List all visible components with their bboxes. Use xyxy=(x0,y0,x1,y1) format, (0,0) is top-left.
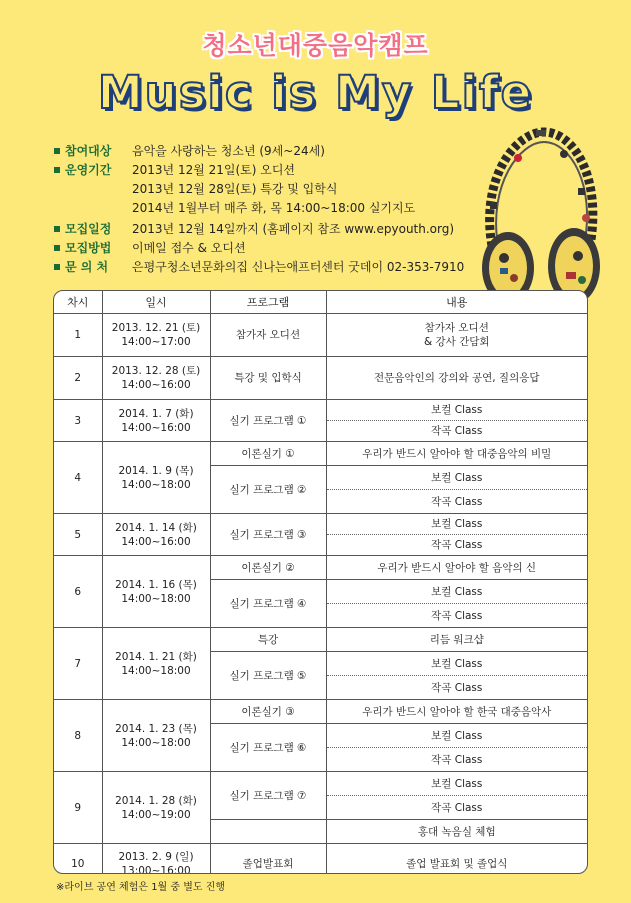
session-content: 우리가 받드시 알아야 할 음악의 신 xyxy=(326,556,587,580)
info-label: 참여대상 xyxy=(65,144,112,158)
session-number: 4 xyxy=(54,442,102,514)
session-number: 2 xyxy=(54,357,102,400)
camp-subtitle: 청소년대중음악캠프 xyxy=(202,31,429,60)
table-row xyxy=(54,514,587,535)
session-content: 작곡 Class xyxy=(326,604,587,628)
info-label: 운영기간 xyxy=(65,163,112,177)
info-value: 이메일 접수 & 오디션 xyxy=(132,241,246,255)
session-number: 1 xyxy=(54,314,102,357)
session-datetime: 2014. 1. 9 (목) 14:00~18:00 xyxy=(102,442,210,514)
column-header: 내용 xyxy=(326,291,587,314)
info-value: 2013년 12월 21일(토) 오디션 xyxy=(132,163,296,177)
table-row xyxy=(54,400,587,421)
session-content: 작곡 Class xyxy=(326,748,587,772)
session-content: 우리가 반드시 알아야 할 대중음악의 비밀 xyxy=(326,442,587,466)
session-program: 졸업발표회 xyxy=(210,844,326,875)
table-row xyxy=(54,357,587,400)
session-content: 작곡 Class xyxy=(326,796,587,820)
bullet-icon xyxy=(54,148,60,154)
session-datetime: 2014. 1. 7 (화) 14:00~16:00 xyxy=(102,400,210,442)
session-datetime: 2014. 1. 21 (화) 14:00~18:00 xyxy=(102,628,210,700)
session-number: 8 xyxy=(54,700,102,772)
session-content: 보컬 Class xyxy=(326,400,587,421)
session-program: 특강 xyxy=(210,628,326,652)
schedule-table xyxy=(53,290,588,874)
column-header: 차시 xyxy=(54,291,102,314)
session-number: 7 xyxy=(54,628,102,700)
session-program: 특강 및 입학식 xyxy=(210,357,326,400)
session-program: 실기 프로그램 ② xyxy=(210,466,326,514)
session-datetime: 2014. 1. 16 (목) 14:00~18:00 xyxy=(102,556,210,628)
session-datetime: 2014. 1. 14 (화) 14:00~16:00 xyxy=(102,514,210,556)
table-row xyxy=(54,844,587,875)
session-datetime: 2014. 1. 28 (화) 14:00~19:00 xyxy=(102,772,210,844)
table-row xyxy=(54,314,587,357)
session-program: 이론실기 ③ xyxy=(210,700,326,724)
info-row-period-3 xyxy=(54,199,464,217)
session-datetime: 2013. 2. 9 (일) 13:00~16:00 xyxy=(102,844,210,875)
page-title: Music is My Life xyxy=(97,66,534,119)
table-row xyxy=(54,628,587,652)
session-datetime: 2014. 1. 23 (목) 14:00~18:00 xyxy=(102,700,210,772)
session-content: 작곡 Class xyxy=(326,421,587,442)
session-program: 실기 프로그램 ③ xyxy=(210,514,326,556)
session-content: 작곡 Class xyxy=(326,535,587,556)
session-content: 보컬 Class xyxy=(326,466,587,490)
table-row xyxy=(54,442,587,466)
bullet-icon xyxy=(54,245,60,251)
session-content: 보컬 Class xyxy=(326,724,587,748)
session-content: 참가자 오디션 & 강사 간담회 xyxy=(326,314,587,357)
session-program: 참가자 오디션 xyxy=(210,314,326,357)
session-content: 우리가 반드시 알아야 할 한국 대중음악사 xyxy=(326,700,587,724)
info-row-period xyxy=(54,161,464,179)
bullet-icon xyxy=(54,226,60,232)
info-value: 2013년 12월 14일까지 (홈페이지 참조 www.epyouth.org) xyxy=(132,222,455,236)
session-content: 작곡 Class xyxy=(326,676,587,700)
info-value: 은평구청소년문화의집 신나는애프터센터 굿데이 02-353-7910 xyxy=(132,260,465,274)
info-label: 모집일정 xyxy=(65,222,112,236)
info-row-contact xyxy=(54,258,464,276)
session-program-empty xyxy=(210,820,326,844)
session-datetime: 2013. 12. 21 (토) 14:00~17:00 xyxy=(102,314,210,357)
info-row-period-2 xyxy=(54,180,464,198)
footnote: ※라이브 공연 체험은 1월 중 별도 진행 xyxy=(56,882,226,893)
session-content: 보컬 Class xyxy=(326,514,587,535)
session-number: 10 xyxy=(54,844,102,875)
info-value: 2013년 12월 28일(토) 특강 및 입학식 xyxy=(132,182,338,196)
session-program: 이론실기 ② xyxy=(210,556,326,580)
session-program: 실기 프로그램 ⑤ xyxy=(210,652,326,700)
info-value: 음악을 사랑하는 청소년 (9세~24세) xyxy=(132,144,325,158)
info-row-schedule xyxy=(54,220,464,238)
session-content: 작곡 Class xyxy=(326,490,587,514)
column-header: 일시 xyxy=(102,291,210,314)
session-content: 졸업 발표회 및 졸업식 xyxy=(406,857,508,870)
table-row xyxy=(54,772,587,796)
session-number: 5 xyxy=(54,514,102,556)
session-program: 실기 프로그램 ① xyxy=(210,400,326,442)
session-content: 보컬 Class xyxy=(326,772,587,796)
session-content: 전문음악인의 강의와 공연, 질의응답 xyxy=(326,357,587,400)
table-row xyxy=(54,700,587,724)
session-content: 보컬 Class xyxy=(326,652,587,676)
session-program: 실기 프로그램 ⑥ xyxy=(210,724,326,772)
bullet-icon xyxy=(54,264,60,270)
info-value: 2014년 1월부터 매주 화, 목 14:00~18:00 실기지도 xyxy=(132,201,416,215)
info-list xyxy=(54,142,464,277)
session-number: 9 xyxy=(54,772,102,844)
session-program: 실기 프로그램 ⑦ xyxy=(210,772,326,820)
bullet-icon xyxy=(54,167,60,173)
session-number: 3 xyxy=(54,400,102,442)
session-content: 리듬 워크샵 xyxy=(326,628,587,652)
table-header-row xyxy=(54,291,587,314)
session-program: 이론실기 ① xyxy=(210,442,326,466)
column-header: 프로그램 xyxy=(210,291,326,314)
headphones-collage-icon xyxy=(478,118,602,308)
info-label: 문 의 처 xyxy=(65,260,109,274)
session-number: 6 xyxy=(54,556,102,628)
session-content: 홍대 녹음실 체험 xyxy=(326,820,587,844)
session-program: 실기 프로그램 ④ xyxy=(210,580,326,628)
info-row-target xyxy=(54,142,464,160)
info-label: 모집방법 xyxy=(65,241,112,255)
session-content: 보컬 Class xyxy=(326,580,587,604)
info-row-method xyxy=(54,239,464,257)
table-row xyxy=(54,556,587,580)
session-datetime: 2013. 12. 28 (토) 14:00~16:00 xyxy=(102,357,210,400)
